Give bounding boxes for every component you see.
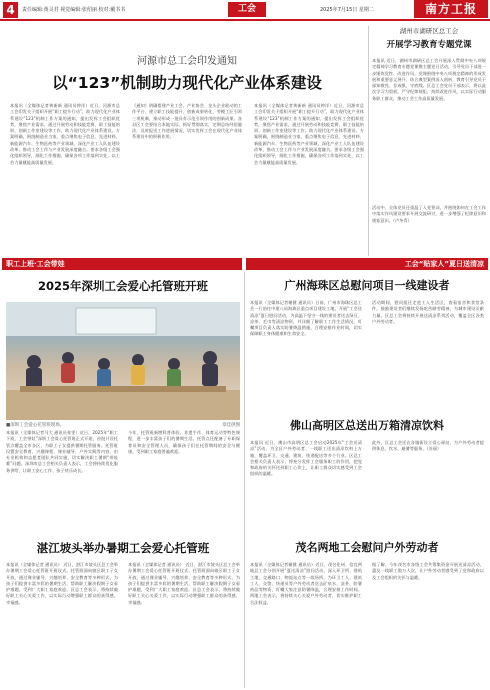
brand-logo: 南方工报 xyxy=(414,0,488,18)
right-body-2: 活动中，全体党员还重温了入党誓词，并围绕如何在工会工作中落实作风建设要求开展交流研讨，进一步增强了纪律意识和规矩意识。（卢冬青） xyxy=(372,205,486,223)
shenzhen-photo-caption: ■深圳工会爱心托管班现场。 xyxy=(6,423,65,428)
maoming-body-col2: 据了解，今年茂名市各级工会共筹集资金开展送清凉活动，惠及一线职工数万人次，让户外劳动者感受到了党和政府以及工会组织的关怀与温暖。 xyxy=(372,562,484,580)
banner-right: 工会“贴家人”夏日送清凉 xyxy=(246,258,488,270)
guangzhou-body-col2: 活动期间，慰问组还走进工人生活区，查看宿舍和食堂条件，鼓励建设者们继续发扬吃苦耐劳精神，为城市建设贡献力量。区总工会将持续开展送清凉系列活动，覆盖全区各类户外劳动者。 xyxy=(372,300,484,324)
editors-line: 责任编辑:黄灵君 视觉编辑:张绍丽 校对:戴书书 xyxy=(22,7,126,13)
issue-date: 2025年7月15日 星期二 xyxy=(320,7,374,13)
foshan-body-col1: 本报讯 近日，佛山市高明区总工会启动2025年“工会送清凉”活动，为全区户外劳动者、一线职工送出清凉饮料上万箱，覆盖环卫、交通、建筑、快递配送等多个行业。区总工会相关负责人表示，将充分发挥工会服务职工的作用，把党和政府的关怀送到职工心坎上，让职工群众切实感受到工会组织的温暖。 xyxy=(250,440,362,477)
foshan-article xyxy=(248,418,486,534)
shenzhen-article xyxy=(4,276,242,536)
right-kicker: 湖州市湖研区总工会 xyxy=(399,27,459,35)
shenzhen-body-col2: 今年，托管班新增科普体验、非遗手作、体育运动等特色课程，进一步丰富孩子们的暑期生活。托管点还配备了专职保育员和安全管理人员，确保孩子们在托管期间的安全与健康，受到职工家庭普遍欢迎。 xyxy=(128,430,240,454)
lead-headline: 以“123”机制助力现代化产业体系建设 xyxy=(52,74,322,92)
lead-body-col1: 本报讯（全媒体记者黄新新 通讯员钟洋）近日，河源市总工会印发关于组织开展“职工提升行动”，助力现代化产业体系建设“123”机制工作方案的通知，提出发挥工会组织优势，聚焦产业需求，通过开展劳动和技能竞赛、职工技能培训、创新工作室建设等工作，助力现代化产业体系建设。方案明确，围绕制造业当家，重点聚焦电子信息、先进材料、新能源汽车、生物医药等产业领域，深化产业工人队伍建设改革，推动工会工作与产业发展深度融合。要求各级工会强化组织领导，细化工作措施，确保各项工作落到实处，以工会力量赋能高质量发展。 xyxy=(10,103,120,165)
guangzhou-article xyxy=(248,274,486,414)
banner-left: 职工上班·工会带娃 xyxy=(2,258,242,270)
lead-kicker: 河源市总工会印发通知 xyxy=(137,56,237,67)
foshan-body-col2: 此外，区总工会还在各镇街设立爱心驿站，为户外劳动者提供休息、饮水、避暑等服务。（苏丽） xyxy=(372,440,484,452)
foshan-headline: 佛山高明区总送出万箱清凉饮料 xyxy=(290,419,444,432)
shenzhen-body-col1: 本报讯（全媒体记者马大 通讯员张雯）近日，2025年“职工下班，工会带娃”深圳工会爱心托管班正式开班，首批开设托管点覆盖全市各区，为职工子女提供暑期托管服务。托管班设置安全教育、兴趣课程、课业辅导、户外实践等内容，由专业机构和志愿者团队共同实施，切实解决职工暑期“带娃难”问题。深圳市总工会相关负责人表示，工会将持续优化服务供给，让职工安心工作、孩子快乐成长。 xyxy=(6,430,118,473)
guangzhou-headline: 广州海珠区总慰问项目一线建设者 xyxy=(284,279,450,292)
lead-body-col3: 本报讯（全媒体记者黄新新 通讯员钟洋）近日，河源市总工会印发关于组织开展“职工提升行动”，助力现代化产业体系建设“123”机制工作方案的通知，提出发挥工会组织优势，聚焦产业需求，通过开展劳动和技能竞赛、职工技能培训、创新工作室建设等工作，助力现代化产业体系建设。方案明确，围绕制造业当家，重点聚焦电子信息、先进材料、新能源汽车、生物医药等产业领域，深化产业工人队伍建设改革，推动工会工作与产业发展深度融合。要求各级工会强化组织领导，细化工作措施，确保各项工作落到实处，以工会力量赋能高质量发展。 xyxy=(254,103,364,165)
right-body: 本报讯 近日，湖州市湖研区总工会开展深入贯彻中央八项规定精神学习教育专题党课暨主题党日活动，引导党员干部进一步锤炼党性、改进作风。党课围绕中央八项规定精神的形成发展和重要意义展开，结合典型案例深入剖析，教育引导党员干部知敬畏、存戒惧、守底线。区总工会党员干部表示，将以此次学习为契机，严守纪律规矩，持续改进作风，以实际行动服务职工群众，推动工会工作高质量发展。 xyxy=(372,58,486,101)
right-article xyxy=(372,26,486,258)
guangzhou-body-col1: 本报讯（全媒体记者谢健 通讯员）日前，广州市海珠区总工会一行前往中建八局海珠区重点项目建设工地，开展“工会送清凉”夏日慰问活动，为高温下坚守一线的建设者送去绿豆、凉茶、毛巾等清凉物资，并详细了解职工工作生活情况，叮嘱项目负责人落实防暑降温措施，合理安排作业时间，切实保障职工身体健康和生命安全。 xyxy=(250,300,362,337)
zhanjiang-body-col2: 本报讯（全媒体记者 通讯员） 近日，湛江市坡头区总工会举办暑期工会爱心托管班开班仪式。托管班面向辖区职工子女开放，通过课业辅导、兴趣培养、安全教育等多种形式，为孩子们提供丰富多彩的暑期生活，帮助职工解决假期子女看护难题，受到广大职工家庭欢迎。区总工会表示，将持续做好职工关心关爱工作，以实际行动增强职工群众的获得感、幸福感。 xyxy=(128,562,240,605)
maoming-body-col1: 本报讯（全媒体记者谢健 通讯员）近日，茂名化州、信宜两地总工会分别开展“夏送清凉”慰问活动，深入环卫所、建筑工地、交通路口、物流站点等一线场所，为环卫工人、建筑工人、交警、快递员等户外劳动者送去矿泉水、凉茶、防暑药品等物资，叮嘱大家注意防暑降温，合理安排工作时间。两地工会表示，将持续关心关爱户外劳动者，切实维护职工合法权益。 xyxy=(250,562,362,605)
lower-column-divider xyxy=(244,272,245,688)
lead-article xyxy=(8,55,366,280)
lead-body-col2: 《通知》明确搭建产业工会、产业协会、龙头企业联动的工作平台，建立职工技能提升、创新成果转化、劳模工匠引领三项机制，推动形成一批具有示范引领作用的创新成果。各县区工会要结合本地实际，抓好贯彻落实，定期总结经验做法，及时报送工作进展情况，切实发挥工会在现代化产业体系建设中的积极作用。 xyxy=(132,103,242,140)
zhanjiang-headline: 湛江坡头举办暑期工会爱心托管班 xyxy=(36,541,210,555)
column-divider xyxy=(368,26,369,256)
header-rule xyxy=(0,19,490,21)
page-number: 4 xyxy=(3,2,18,18)
maoming-headline: 茂名两地工会慰问户外劳动者 xyxy=(295,541,439,554)
zhanjiang-body-col1: 本报讯（全媒体记者 通讯员） 近日，湛江市坡头区总工会举办暑期工会爱心托管班开班仪式。托管班面向辖区职工子女开放，通过课业辅导、兴趣培养、安全教育等多种形式，为孩子们提供丰富多彩的暑期生活，帮助职工解决假期子女看护难题，受到广大职工家庭欢迎。区总工会表示，将持续做好职工关心关爱工作，以实际行动增强职工群众的获得感、幸福感。 xyxy=(6,562,118,605)
maoming-article xyxy=(248,540,486,688)
shenzhen-photo xyxy=(6,302,240,420)
classroom-photo-illustration xyxy=(6,302,240,420)
zhanjiang-article xyxy=(4,540,242,688)
right-headline: 开展学习教育专题党课 xyxy=(386,40,472,50)
shenzhen-photo-credit: 章佳供图 xyxy=(222,423,240,428)
section-tag: 工会 xyxy=(228,2,266,17)
shenzhen-headline: 2025年深圳工会爱心托管班开班 xyxy=(37,279,208,293)
